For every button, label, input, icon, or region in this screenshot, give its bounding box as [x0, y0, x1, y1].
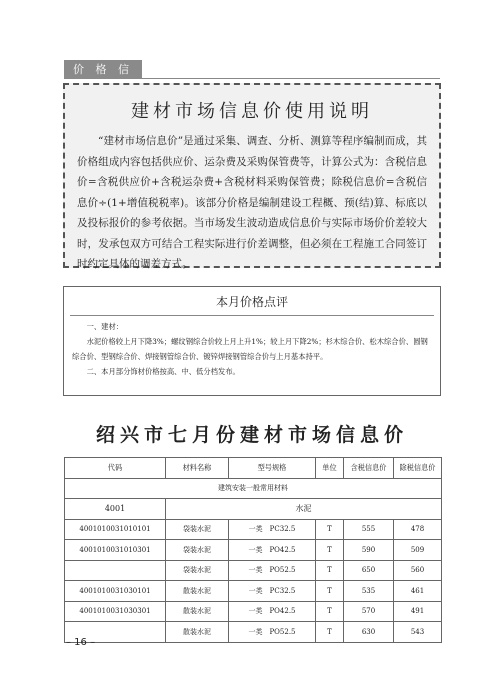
group-label: 建筑安装一般常用材料 [65, 478, 442, 499]
cell-tax-incl: 630 [344, 622, 394, 643]
cell-tax-incl: 570 [344, 601, 394, 622]
review-title: 本月价格点评 [70, 287, 434, 316]
cell-unit: T [316, 540, 344, 561]
cell-unit: T [316, 601, 344, 622]
cell-tax-incl: 590 [344, 540, 394, 561]
cell-tax-incl: 535 [344, 581, 394, 602]
cell-name: 散装水泥 [166, 622, 229, 643]
category-row [65, 499, 442, 520]
cell-spec: 一类 PO52.5 [229, 560, 316, 581]
cell-unit: T [316, 519, 344, 540]
review-line-2: 水泥价格较上月下降3%；螺纹钢综合价较上月上升1%；较上月下降2%；杉木综合价、松木综合价、圆钢综合价、型钢综合价、焊接钢管综合价、镀锌焊接钢管综合价与上月基本持平。 [72, 337, 428, 361]
cell-spec: 一类 PC32.5 [229, 519, 316, 540]
header-rule [142, 78, 440, 79]
section-tag: 价 格 信 [64, 60, 142, 79]
cell-code: 4001010031010301 [65, 540, 166, 561]
header-code: 代码 [65, 458, 166, 479]
cell-tax-incl: 555 [344, 519, 394, 540]
cell-code: 4001010031030301 [65, 601, 166, 622]
cell-tax-excl: 491 [394, 601, 442, 622]
header-material-name: 材料名称 [166, 458, 229, 479]
cell-unit: T [316, 581, 344, 602]
cell-spec: 一类 PC32.5 [229, 581, 316, 602]
table-row [65, 601, 442, 622]
price-table [64, 457, 442, 643]
category-code: 4001 [65, 499, 166, 520]
cell-spec: 一类 PO52.5 [229, 622, 316, 643]
monthly-review-box [63, 286, 441, 396]
cell-name: 散装水泥 [166, 601, 229, 622]
cell-tax-excl: 461 [394, 581, 442, 602]
review-line-3: 二、本月部分饰材价格按高、中、低分档发布。 [86, 367, 240, 376]
group-row [65, 478, 442, 499]
cell-tax-excl: 478 [394, 519, 442, 540]
header-tax-incl-price: 含税信息价 [344, 458, 394, 479]
table-row [65, 581, 442, 602]
cell-unit: T [316, 622, 344, 643]
cell-name: 袋装水泥 [166, 560, 229, 581]
cell-code [65, 560, 166, 581]
review-line-1: 一、建材： [86, 322, 124, 331]
cell-code: 4001010031010101 [65, 519, 166, 540]
price-list-title: 绍兴市七月份建材市场信息价 [95, 424, 408, 446]
header-tax-excl-price: 除税信息价 [394, 458, 442, 479]
cell-tax-excl: 560 [394, 560, 442, 581]
table-row [65, 540, 442, 561]
cell-unit: T [316, 560, 344, 581]
cell-tax-incl: 650 [344, 560, 394, 581]
cell-name: 袋装水泥 [166, 540, 229, 561]
cell-spec: 一类 PO42.5 [229, 540, 316, 561]
notice-body: “建材市场信息价”是通过采集、调查、分析、测算等程序编制而成，其价格组成内容包括供应价、运杂费及采购保管费等，计算公式为：含税信息价=含税供应价+含税运杂费+含税材料采购保管费；除税信息价=含税信息价÷(1+增值税税率)。该部分价格是编制建设工程概、预(结)算、标底以及投标报价的参考依据。当市场发生波动造成信息价与实际市场价价差较大时，发承包双方可结合工程实际进行价差调整，但必须在工程施工合同签订时约定具体的调差方式。 [77, 135, 427, 270]
usage-notice-box [63, 83, 441, 268]
header-spec: 型号规格 [229, 458, 316, 479]
cell-spec: 一类 PO42.5 [229, 601, 316, 622]
cell-name: 散装水泥 [166, 581, 229, 602]
cell-code: 4001010031030101 [65, 581, 166, 602]
header-unit: 单位 [316, 458, 344, 479]
cell-tax-excl: 509 [394, 540, 442, 561]
page-number: – 16 – [66, 637, 96, 648]
cell-tax-excl: 543 [394, 622, 442, 643]
table-header-row [65, 458, 442, 479]
table-row [65, 622, 442, 643]
table-row [65, 560, 442, 581]
cell-name: 袋装水泥 [166, 519, 229, 540]
review-body [64, 316, 440, 379]
notice-title: 建材市场信息价使用说明 [131, 101, 373, 122]
table-row [65, 519, 442, 540]
category-name: 水泥 [166, 499, 442, 520]
